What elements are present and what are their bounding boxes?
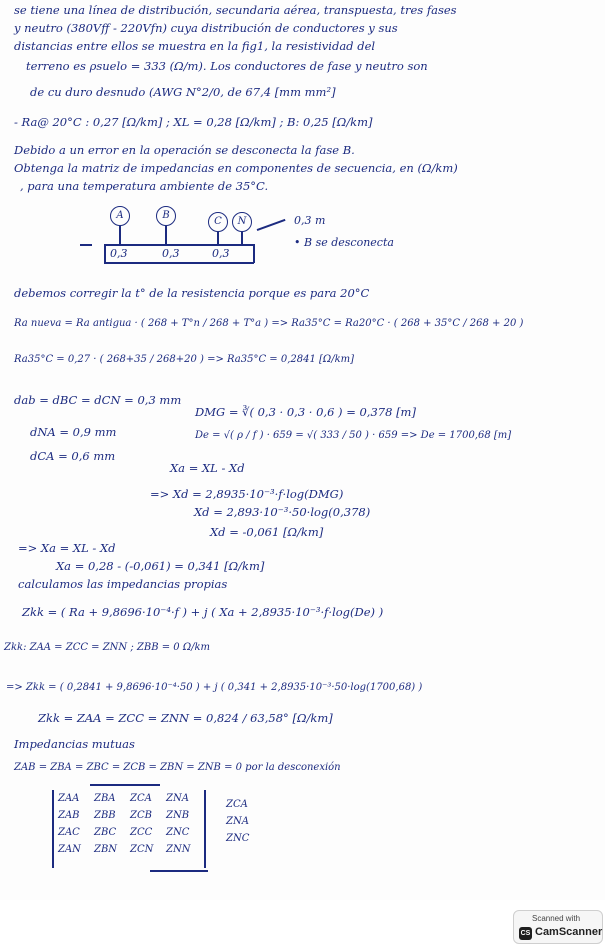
- camscanner-badge: [513, 910, 603, 944]
- formula-line: Ra nueva = Ra antigua · ( 268 + T°n / 268 + T°a ) => Ra35°C = Ra20°C · ( 268 + 35°C / 268 + 20 ): [14, 318, 524, 329]
- text-line: dCA = 0,6 mm: [30, 449, 116, 463]
- formula-line: DMG = ∛( 0,3 · 0,3 · 0,6 ) = 0,378 [m]: [195, 405, 416, 419]
- connector-line: [119, 226, 121, 244]
- matrix-row: ZAC ZBC ZCC ZNC: [58, 827, 190, 838]
- text-line: se tiene una línea de distribución, secundaria aérea, transpuesta, tres fases: [14, 3, 457, 17]
- height-label: 0,3 m: [294, 214, 326, 227]
- formula-line: => Xa = XL - Xd: [18, 541, 116, 555]
- arrow-line: [257, 219, 286, 231]
- formula-line: De = √( ρ / f ) · 659 = √( 333 / 50 ) · 659 => De = 1700,68 [m]: [195, 430, 512, 441]
- formula-line: Xa = 0,28 - (-0,061) = 0,341 [Ω/km]: [56, 559, 265, 573]
- formula-line: Xa = XL - Xd: [170, 461, 245, 475]
- crossarm-bottom: [104, 262, 254, 264]
- text-line: dNA = 0,9 mm: [30, 425, 117, 439]
- connector-line: [217, 232, 219, 244]
- phase-c-marker: C: [208, 212, 228, 232]
- matrix-arrow: [90, 784, 160, 786]
- text-line: Impedancias mutuas: [14, 737, 135, 751]
- text-line: debemos corregir la t° de la resistencia porque es para 20°C: [14, 286, 370, 300]
- conductor-diagram: [80, 200, 400, 280]
- text-line: dab = dBC = dCN = 0,3 mm: [14, 393, 182, 407]
- formula-line: ZAB = ZBA = ZBC = ZCB = ZBN = ZNB = 0 por la desconexión: [14, 762, 341, 773]
- connector-line: [165, 226, 167, 244]
- text-line: Debido a un error en la operación se desconecta la fase B.: [14, 143, 355, 157]
- matrix-row: ZAA ZBA ZCA ZNA: [58, 793, 189, 804]
- text-line: - Ra@ 20°C : 0,27 [Ω/km] ; XL = 0,28 [Ω/km] ; B: 0,25 [Ω/km]: [14, 115, 373, 129]
- text-line: calculamos las impedancias propias: [18, 577, 228, 591]
- text-line: terreno es ρsuelo = 333 (Ω/m). Los conductores de fase y neutro son: [26, 59, 428, 73]
- camscanner-brand: CamScanner: [535, 926, 603, 938]
- formula-line: => Xd = 2,8935·10⁻³·f·log(DMG): [150, 487, 344, 501]
- formula-line: Zkk: ZAA = ZCC = ZNN ; ZBB = 0 Ω/km: [4, 642, 211, 653]
- formula-line: => Zkk = ( 0,2841 + 9,8696·10⁻⁴·50 ) + j ( 0,341 + 2,8935·10⁻³·50·log(1700,68) ): [6, 682, 423, 693]
- disconnect-note: • B se desconecta: [294, 236, 394, 249]
- phase-b-marker: B: [156, 206, 176, 226]
- matrix-row: ZAN ZBN ZCN ZNN: [58, 844, 191, 855]
- text-line: Obtenga la matriz de impedancias en componentes de secuencia, en (Ω/km): [14, 161, 458, 175]
- ground-dash: [80, 244, 92, 246]
- connector-line: [241, 232, 243, 244]
- text-line: , para una temperatura ambiente de 35°C.: [20, 179, 269, 193]
- phase-n-marker: N: [232, 212, 252, 232]
- matrix-side-list: ZCA ZNA ZNC: [226, 799, 250, 844]
- crossarm-left: [104, 244, 106, 263]
- text-line: y neutro (380Vff - 220Vfn) cuya distribución de conductores y sus: [14, 21, 398, 35]
- impedance-matrix: [52, 790, 206, 868]
- camscanner-logo-icon: CS: [519, 927, 532, 940]
- formula-line: Zkk = ( Ra + 9,8696·10⁻⁴·f ) + j ( Xa + 2,8935·10⁻³·f·log(De) ): [22, 605, 384, 619]
- crossarm-top: [104, 244, 254, 246]
- text-line: distancias entre ellos se muestra en la fig1, la resistividad del: [14, 39, 376, 53]
- matrix-arrow: [150, 870, 208, 872]
- formula-line: Xd = -0,061 [Ω/km]: [210, 525, 324, 539]
- segment-label: 0,3: [162, 247, 180, 260]
- crossarm-right: [253, 244, 255, 263]
- result-line: Zkk = ZAA = ZCC = ZNN = 0,824 / 63,58° [Ω/km]: [38, 711, 333, 725]
- segment-label: 0,3: [110, 247, 128, 260]
- phase-a-marker: A: [110, 206, 130, 226]
- segment-label: 0,3: [212, 247, 230, 260]
- matrix-row: ZAB ZBB ZCB ZNB: [58, 810, 190, 821]
- formula-line: Ra35°C = 0,27 · ( 268+35 / 268+20 ) => Ra35°C = 0,2841 [Ω/km]: [14, 354, 355, 365]
- formula-line: Xd = 2,893·10⁻³·50·log(0,378): [194, 505, 371, 519]
- scanned-with-label: Scanned with: [532, 914, 581, 923]
- text-line: de cu duro desnudo (AWG N°2/0, de 67,4 [mm mm²]: [30, 85, 336, 99]
